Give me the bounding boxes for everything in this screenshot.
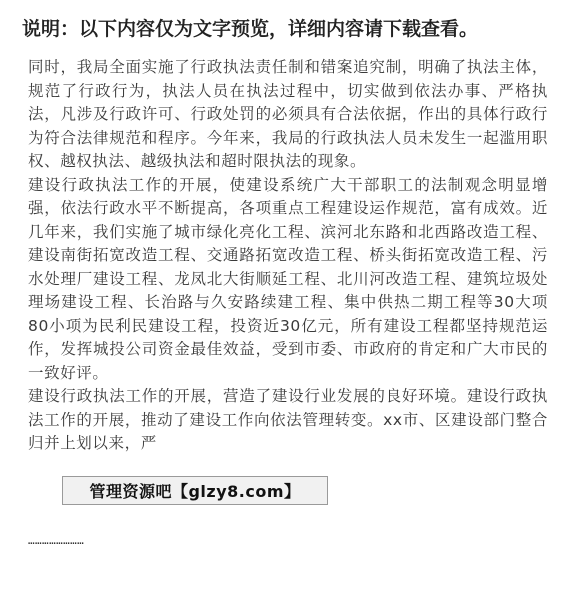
document-body bbox=[28, 56, 548, 456]
watermark-banner: 管理资源吧【glzy8.com】 bbox=[62, 476, 328, 505]
paragraph: 建设行政执法工作的开展，营造了建设行业发展的良好环境。建设行政执法工作的开展，推动了建设工作向依法管理转变。xx市、区建设部门整合归并上划以来，严 bbox=[28, 387, 548, 452]
paragraph: 建设行政执法工作的开展，使建设系统广大干部职工的法制观念明显增强，依法行政水平不断提高，各项重点工程建设运作规范，富有成效。近几年来，我们实施了城市绿化亮化工程、滨河北东路和北西路改造工程、建设南街拓宽改造工程、交通路拓宽改造工程、桥头街拓宽改造工程、污水处理厂建设工程、龙凤北大街顺延工程、北川河改造工程、建筑垃圾处理场建设工程、长治路与久安路续建工程、集中供热二期工程等30大项80小项为民利民建设工程，投资近30亿元，所有建设工程都坚持规范运作，发挥城投公司资金最佳效益，受到市委、市政府的肯定和广大市民的一致好评。 bbox=[28, 175, 548, 382]
paragraph: 同时，我局全面实施了行政执法责任制和错案追究制，明确了执法主体，规范了行政行为，执法人员在执法过程中，切实做到依法办事、严格执法，凡涉及行政许可、行政处罚的必须具有合法依据，作出的具体行政行为符合法律规范和程序。今年来，我局的行政执法人员未发生一起滥用职权、越权执法、越级执法和超时限执法的现象。 bbox=[28, 58, 548, 170]
truncation-ellipsis: …………………… bbox=[28, 534, 85, 547]
preview-notice: 说明：以下内容仅为文字预览，详细内容请下载查看。 bbox=[22, 18, 479, 40]
